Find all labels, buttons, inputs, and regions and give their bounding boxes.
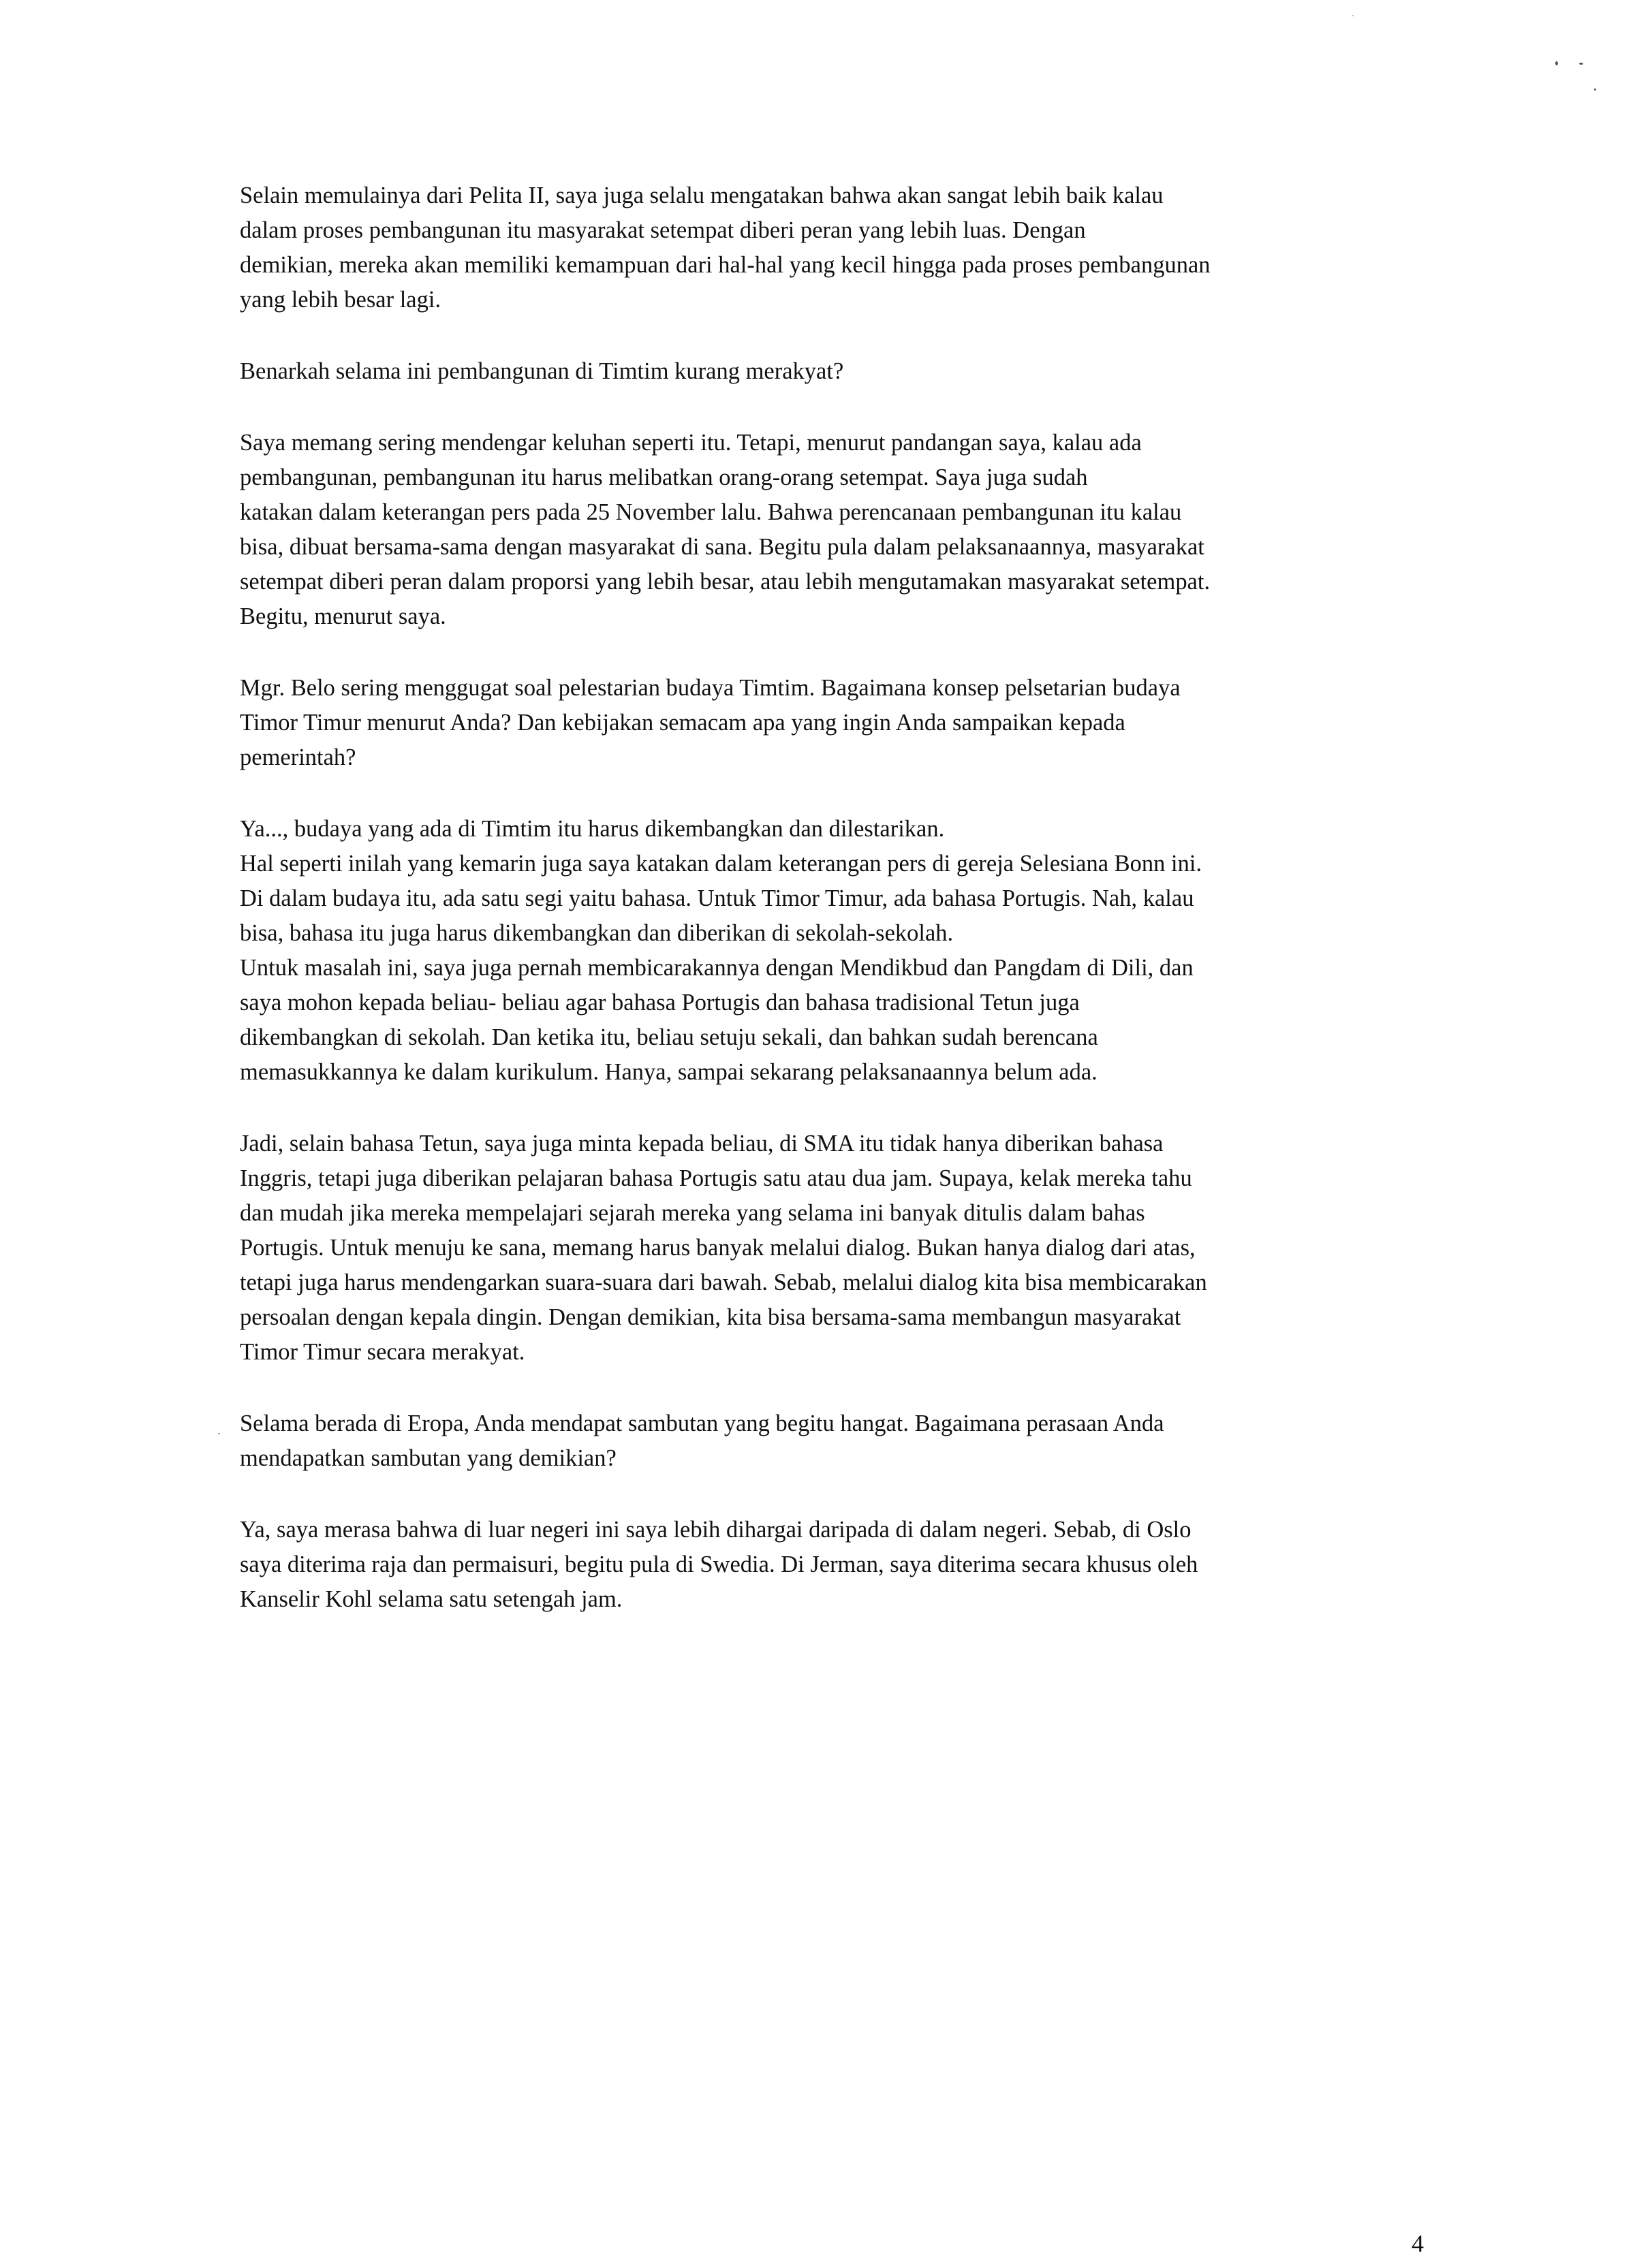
text-line: Kanselir Kohl selama satu setengah jam. — [240, 1586, 623, 1612]
text-line: bisa, bahasa itu juga harus dikembangkan dan diberikan di sekolah-sekolah. — [240, 920, 954, 946]
scan-speck — [1579, 63, 1583, 65]
scan-speck — [1594, 89, 1596, 91]
paragraph — [240, 1127, 1452, 1370]
text-line: Untuk masalah ini, saya juga pernah membicarakannya dengan Mendikbud dan Pangdam di Dili, dan — [240, 955, 1194, 981]
text-line: Jadi, selain bahasa Tetun, saya juga minta kepada beliau, di SMA itu tidak hanya diberikan bahasa — [240, 1131, 1164, 1156]
paragraph — [240, 354, 1452, 389]
text-line: Selain memulainya dari Pelita II, saya juga selalu mengatakan bahwa akan sangat lebih baik kalau — [240, 183, 1164, 208]
text-line: demikian, mereka akan memiliki kemampuan dari hal-hal yang kecil hingga pada proses pembangunan — [240, 252, 1211, 278]
text-line: mendapatkan sambutan yang demikian? — [240, 1445, 617, 1471]
text-line: Hal seperti inilah yang kemarin juga saya katakan dalam keterangan pers di gereja Selesiana Bonn ini. — [240, 851, 1202, 877]
text-line: pembangunan, pembangunan itu harus melibatkan orang-orang setempat. Saya juga sudah — [240, 464, 1088, 490]
text-line: Mgr. Belo sering menggugat soal pelestarian budaya Timtim. Bagaimana konsep pelsetarian budaya — [240, 675, 1181, 701]
text-line: dikembangkan di sekolah. Dan ketika itu, beliau setuju sekali, dan bahkan sudah berencana — [240, 1024, 1098, 1050]
text-line: saya diterima raja dan permaisuri, begitu pula di Swedia. Di Jerman, saya diterima secara khusus oleh — [240, 1552, 1198, 1577]
text-line: memasukkannya ke dalam kurikulum. Hanya, sampai sekarang pelaksanaannya belum ada. — [240, 1059, 1097, 1085]
text-line: Timor Timur menurut Anda? Dan kebijakan semacam apa yang ingin Anda sampaikan kepada — [240, 710, 1125, 736]
text-line: persoalan dengan kepala dingin. Dengan demikian, kita bisa bersama-sama membangun masyarakat — [240, 1304, 1181, 1330]
text-line: Selama berada di Eropa, Anda mendapat sambutan yang begitu hangat. Bagaimana perasaan Anda — [240, 1411, 1164, 1436]
text-line: setempat diberi peran dalam proporsi yang lebih besar, atau lebih mengutamakan masyarakat setempat. — [240, 569, 1211, 595]
text-line: dalam proses pembangunan itu masyarakat setempat diberi peran yang lebih luas. Dengan — [240, 217, 1086, 243]
paragraph — [240, 1406, 1452, 1476]
text-line: Saya memang sering mendengar keluhan seperti itu. Tetapi, menurut pandangan saya, kalau ada — [240, 430, 1142, 456]
paragraph — [240, 812, 1452, 1090]
paragraph — [240, 671, 1452, 775]
text-line: pemerintah? — [240, 744, 356, 770]
text-line: yang lebih besar lagi. — [240, 287, 441, 313]
scan-speck — [1352, 15, 1354, 16]
scan-speck — [1555, 61, 1558, 65]
document-body — [240, 178, 1452, 1654]
text-line: katakan dalam keterangan pers pada 25 November lalu. Bahwa perencanaan pembangunan itu kalau — [240, 499, 1182, 525]
paragraph — [240, 1513, 1452, 1617]
text-line: Ya..., budaya yang ada di Timtim itu harus dikembangkan dan dilestarikan. — [240, 816, 945, 842]
text-line: tetapi juga harus mendengarkan suara-suara dari bawah. Sebab, melalui dialog kita bisa membicarakan — [240, 1270, 1207, 1295]
text-line: dan mudah jika mereka mempelajari sejarah mereka yang selama ini banyak ditulis dalam bahas — [240, 1200, 1145, 1226]
text-line: Ya, saya merasa bahwa di luar negeri ini saya lebih dihargai daripada di dalam negeri. Sebab, di Oslo — [240, 1517, 1192, 1543]
text-line: Benarkah selama ini pembangunan di Timtim kurang merakyat? — [240, 358, 844, 384]
text-line: Timor Timur secara merakyat. — [240, 1339, 525, 1365]
paragraph — [240, 426, 1452, 634]
paragraph — [240, 178, 1452, 317]
text-line: Inggris, tetapi juga diberikan pelajaran bahasa Portugis satu atau dua jam. Supaya, kelak mereka tahu — [240, 1165, 1192, 1191]
text-line: bisa, dibuat bersama-sama dengan masyarakat di sana. Begitu pula dalam pelaksanaannya, masyarakat — [240, 534, 1204, 560]
text-line: Portugis. Untuk menuju ke sana, memang harus banyak melalui dialog. Bukan hanya dialog dari atas, — [240, 1235, 1196, 1261]
text-line: Begitu, menurut saya. — [240, 603, 446, 629]
text-line: Di dalam budaya itu, ada satu segi yaitu bahasa. Untuk Timor Timur, ada bahasa Portugis. Nah, kalau — [240, 885, 1194, 911]
text-line: saya mohon kepada beliau- beliau agar bahasa Portugis dan bahasa tradisional Tetun juga — [240, 990, 1080, 1015]
scan-speck — [218, 1433, 220, 1434]
page-number: 4 — [1412, 2230, 1424, 2257]
